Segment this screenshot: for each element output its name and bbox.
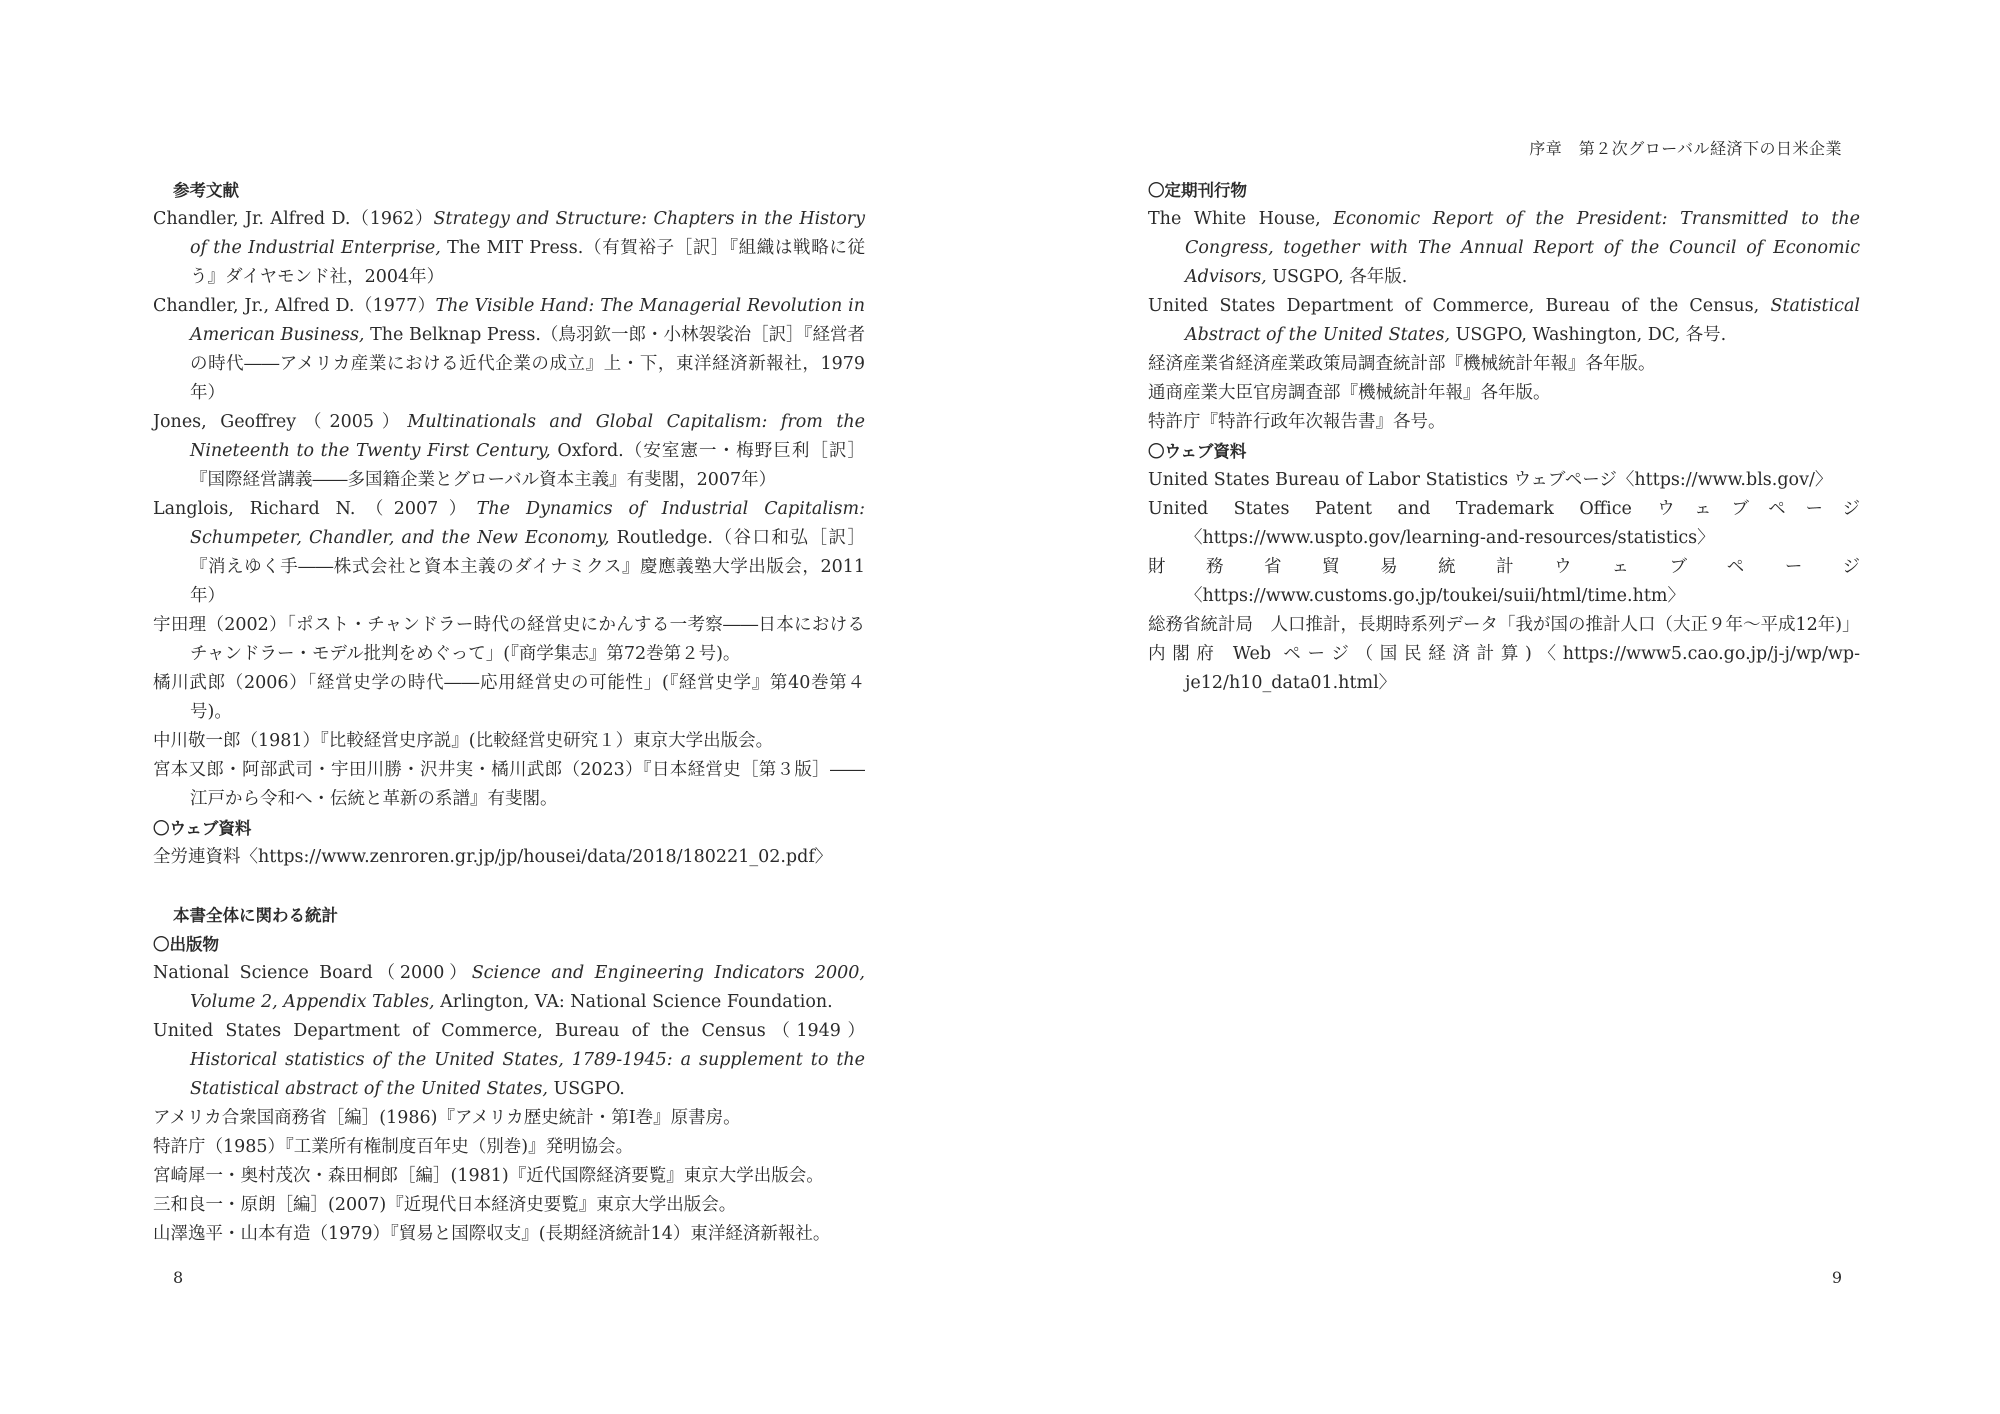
entry-author: The White House,: [1148, 209, 1321, 229]
bibliography-entry: [153, 1104, 865, 1133]
bibliography-entry: [153, 1191, 865, 1220]
page-number-right: 9: [1831, 1268, 1842, 1287]
entry-title: The Dynamics of Industrial Capitalism: Schumpeter, Chandler, and the New Economy,: [190, 499, 865, 548]
bibliography-entry: [1148, 205, 1860, 292]
entry-publication: The MIT Press.（有賀裕子［訳］『組織は戦略に従う』ダイヤモンド社，2004年）: [190, 238, 866, 287]
publications-list: [153, 959, 865, 1249]
bibliography-entry: [153, 727, 865, 756]
section-gap: [153, 872, 865, 901]
running-header: 序章 第２次グローバル経済下の日米企業: [1529, 139, 1842, 158]
entry-author: 財務省貿易統計ウェブページ〈https://www.customs.go.jp/toukei/suii/html/time.htm〉: [1148, 557, 1860, 606]
entry-title: The Visible Hand: The Managerial Revolution in American Business,: [190, 296, 865, 345]
bibliography-entry: [153, 495, 865, 611]
entry-author: National Science Board（2000）: [153, 963, 472, 983]
entry-author: 三和良一・原朗［編］(2007)『近現代日本経済史要覧』東京大学出版会。: [153, 1195, 737, 1215]
bibliography-entry: [153, 669, 865, 727]
bibliography-entry: [1148, 495, 1860, 553]
references-list: [153, 205, 865, 814]
entry-author: Jones, Geoffrey（2005）: [153, 412, 408, 432]
bibliography-entry: [153, 1017, 865, 1104]
entry-publication: Routledge.（谷口和弘［訳］『消えゆく手――株式会社と資本主義のダイナミクス』慶應義塾大学出版会，2011年）: [190, 528, 865, 606]
bibliography-entry: [1148, 379, 1860, 408]
entry-author: United States Patent and Trademark Office ウェブページ〈https://www.uspto.gov/learning-and-resources/statistics〉: [1148, 499, 1860, 548]
entry-publication: USGPO, 各年版.: [1266, 267, 1408, 287]
bibliography-entry: [153, 205, 865, 292]
publications-heading: 〇出版物: [153, 935, 219, 954]
bibliography-entry: [153, 959, 865, 1017]
entry-title: Economic Report of the President: Transmitted to the Congress, together with The Annual Report of the Council of Economic Advisors,: [1185, 209, 1860, 287]
entry-author: 宮崎犀一・奥村茂次・森田桐郎［編］(1981)『近代国際経済要覧』東京大学出版会。: [153, 1166, 824, 1186]
entry-publication: USGPO, Washington, DC, 各号.: [1450, 325, 1727, 345]
entry-author: United States Bureau of Labor Statistics ウェブページ〈https://www.bls.gov/〉: [1148, 470, 1833, 490]
bibliography-entry: [1148, 640, 1860, 698]
periodicals-list: [1148, 205, 1860, 437]
entry-title: Strategy and Structure: Chapters in the History of the Industrial Enterprise,: [190, 209, 865, 258]
web-resource-entry: 全労連資料〈https://www.zenroren.gr.jp/jp/housei/data/2018/180221_02.pdf〉: [153, 847, 833, 867]
entry-title: Science and Engineering Indicators 2000, Volume 2, Appendix Tables,: [190, 963, 865, 1012]
entry-publication: Oxford.（安室憲一・梅野巨利［訳］『国際経営講義――多国籍企業とグローバル資本主義』有斐閣，2007年）: [190, 441, 866, 490]
entry-publication: Arlington, VA: National Science Foundation.: [434, 992, 833, 1012]
periodicals-heading: 〇定期刊行物: [1148, 181, 1247, 200]
entry-author: 宇田理（2002）「ポスト・チャンドラー時代の経営史にかんする一考察――日本におけるチャンドラー・モデル批判をめぐって」(『商学集志』第72巻第２号)。: [153, 615, 865, 664]
entry-author: 通商産業大臣官房調査部『機械統計年報』各年版。: [1148, 383, 1551, 403]
bibliography-entry: [153, 408, 865, 495]
entry-author: 経済産業省経済産業政策局調査統計部『機械統計年報』各年版。: [1148, 354, 1656, 374]
bibliography-entry: [1148, 350, 1860, 379]
entry-author: 特許庁『特許行政年次報告書』各号。: [1148, 412, 1446, 432]
right-page: [1000, 0, 2000, 1414]
entry-author: 特許庁（1985）『工業所有権制度百年史（別巻)』発明協会。: [153, 1137, 634, 1157]
entry-author: Chandler, Jr., Alfred D.（1977）: [153, 296, 436, 316]
entry-title: Multinationals and Global Capitalism: from the Nineteenth to the Twenty First Century,: [190, 412, 865, 461]
entry-publication: The Belknap Press.（鳥羽欽一郎・小林袈裟治［訳］『経営者の時代――アメリカ産業における近代企業の成立』上・下，東洋経済新報社，1979年）: [190, 325, 865, 403]
bibliography-entry: [153, 292, 865, 408]
bibliography-entry: [1148, 611, 1860, 640]
entry-author: 内閣府 Web ページ（国民経済計算)〈https://www5.cao.go.jp/j-j/wp/wp-je12/h10_data01.html〉: [1148, 644, 1860, 693]
bibliography-entry: [1148, 553, 1860, 611]
web-resources-list: [1148, 466, 1860, 698]
bibliography-entry: [1148, 466, 1860, 495]
bibliography-entry: [153, 1133, 865, 1162]
entry-author: アメリカ合衆国商務省［編］(1986)『アメリカ歴史統計・第Ⅰ巻』原書房。: [153, 1108, 741, 1128]
entry-author: United States Department of Commerce, Bureau of the Census,: [1148, 296, 1760, 316]
entry-author: Langlois, Richard N.（2007）: [153, 499, 477, 519]
entry-title: Historical statistics of the United States, 1789-1945: a supplement to the Statistical abstract of the United States,: [190, 1050, 865, 1099]
web-resources-heading: 〇ウェブ資料: [1148, 442, 1247, 461]
entry-author: Chandler, Jr. Alfred D.（1962）: [153, 209, 434, 229]
entry-author: 宮本又郎・阿部武司・宇田川勝・沢井実・橘川武郎（2023）『日本経営史［第３版］――江戸から令和へ・伝統と革新の系譜』有斐閣。: [153, 760, 865, 809]
entry-author: United States Department of Commerce, Bureau of the Census（1949）: [153, 1021, 865, 1041]
entry-title: Statistical Abstract of the United States,: [1185, 296, 1860, 345]
entry-publication: USGPO.: [547, 1079, 625, 1099]
bibliography-entry: [153, 611, 865, 669]
entry-author: 中川敬一郎（1981）『比較経営史序説』(比較経営史研究１）東京大学出版会。: [153, 731, 774, 751]
bibliography-entry: [1148, 408, 1860, 437]
bibliography-entry: [153, 1220, 865, 1249]
page-number-left: 8: [173, 1268, 184, 1287]
entry-author: 総務省統計局 人口推計，長期時系列データ「我が国の推計人口（大正９年～平成12年)」: [1148, 615, 1860, 635]
web-resources-heading: 〇ウェブ資料: [153, 819, 252, 838]
entry-author: 橘川武郎（2006）「経営史学の時代――応用経営史の可能性」(『経営史学』第40巻第４号)。: [153, 673, 865, 722]
bibliography-entry: [1148, 292, 1860, 350]
entry-author: 山澤逸平・山本有造（1979）『貿易と国際収支』(長期経済統計14）東洋経済新報社。: [153, 1224, 831, 1244]
bibliography-entry: [153, 1162, 865, 1191]
references-heading: 参考文献: [173, 181, 239, 200]
bibliography-entry: [153, 756, 865, 814]
statistics-heading: 本書全体に関わる統計: [173, 906, 338, 925]
left-column: [153, 176, 865, 1249]
right-column: [1148, 176, 1860, 698]
